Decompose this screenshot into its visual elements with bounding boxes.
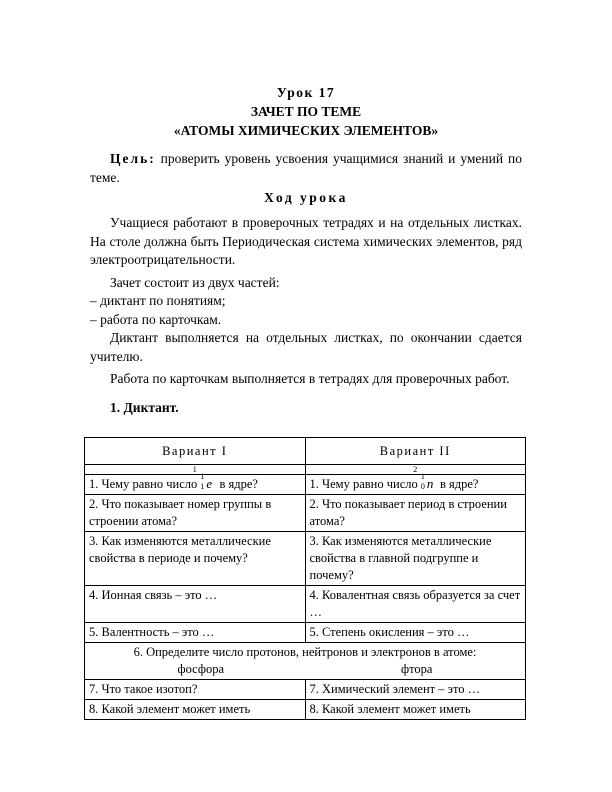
paragraph-6: Работа по карточкам выполняется в тетрадях для проверочных работ. <box>110 371 510 386</box>
table-number-row <box>85 465 526 475</box>
goal-text: проверить уровень усвоения учащимися знаний и умений по теме. <box>90 151 522 185</box>
question-6-phosphorus: фосфора <box>177 662 225 676</box>
table-row <box>85 475 526 495</box>
column-number-2: 2 <box>305 465 526 475</box>
column-number-1: 1 <box>85 465 306 475</box>
paragraph-3: – диктант по понятиям; <box>90 293 226 308</box>
table-row <box>85 495 526 532</box>
table-row <box>85 680 526 700</box>
paragraph-2: Зачет состоит из двух частей: <box>110 274 280 290</box>
table-row <box>85 532 526 586</box>
question-4-variant-1: 4. Ионная связь – это … <box>85 586 306 623</box>
variant-2-header: Вариант II <box>305 438 526 465</box>
question-8-variant-2: 8. Какой элемент может иметь <box>305 700 526 720</box>
question-6-shared <box>85 643 526 680</box>
topic-line-2: «АТОМЫ ХИМИЧЕСКИХ ЭЛЕМЕНТОВ» <box>173 123 439 138</box>
electron-symbol: 1 1 e <box>200 472 213 492</box>
question-6-fluorine: фтора <box>401 662 433 676</box>
question-2-variant-2: 2. Что показывает период в строении атома? <box>305 495 526 532</box>
variant-1-header: Вариант I <box>85 438 306 465</box>
question-5-variant-2: 5. Степень окисления – это … <box>305 623 526 643</box>
goal-paragraph <box>90 150 522 187</box>
table-row <box>85 586 526 623</box>
topic-line-1: ЗАЧЕТ ПО ТЕМЕ <box>250 104 362 119</box>
goal-label: Цель: <box>110 151 156 166</box>
table-row <box>85 700 526 720</box>
paragraph-4: – работа по карточкам. <box>90 311 222 327</box>
question-3-variant-2: 3. Как изменяются металлические свойства в главной подгруппе и почему? <box>305 532 526 586</box>
question-2-variant-1: 2. Что показывает номер группы в строении атома? <box>85 495 306 532</box>
question-3-variant-1: 3. Как изменяются металлические свойства в периоде и почему? <box>85 532 306 586</box>
paragraph-1: Учащиеся работают в проверочных тетрадях и на отдельных листках. На столе должна быть Периодическая система химических элементов, ряд электроотрицательности. <box>90 215 522 267</box>
question-7-variant-1: 7. Что такое изотоп? <box>85 680 306 700</box>
question-6-text: 6. Определите число протонов, нейтронов и электронов в атоме: <box>133 645 477 659</box>
question-8-variant-1: 8. Какой элемент может иметь <box>85 700 306 720</box>
lesson-body <box>90 214 522 417</box>
table-header-row <box>85 438 526 465</box>
question-7-variant-2: 7. Химический элемент – это … <box>305 680 526 700</box>
question-1-variant-1: 1. Чему равно число 1 1 e в ядре? <box>85 475 306 495</box>
dictation-table <box>84 437 526 720</box>
question-4-variant-2: 4. Ковалентная связь образуется за счет … <box>305 586 526 623</box>
question-1-variant-2: 1. Чему равно число 1 0 n в ядре? <box>305 475 526 495</box>
table-row <box>85 643 526 680</box>
table-row <box>85 623 526 643</box>
section-heading: 1. Диктант. <box>110 399 179 415</box>
course-title: Ход урока <box>264 190 348 205</box>
lesson-number: Урок 17 <box>276 85 336 100</box>
question-5-variant-1: 5. Валентность – это … <box>85 623 306 643</box>
paragraph-5: Диктант выполняется на отдельных листках, по окончании сдается учителю. <box>90 330 522 364</box>
neutron-symbol: 1 0 n <box>420 472 434 492</box>
